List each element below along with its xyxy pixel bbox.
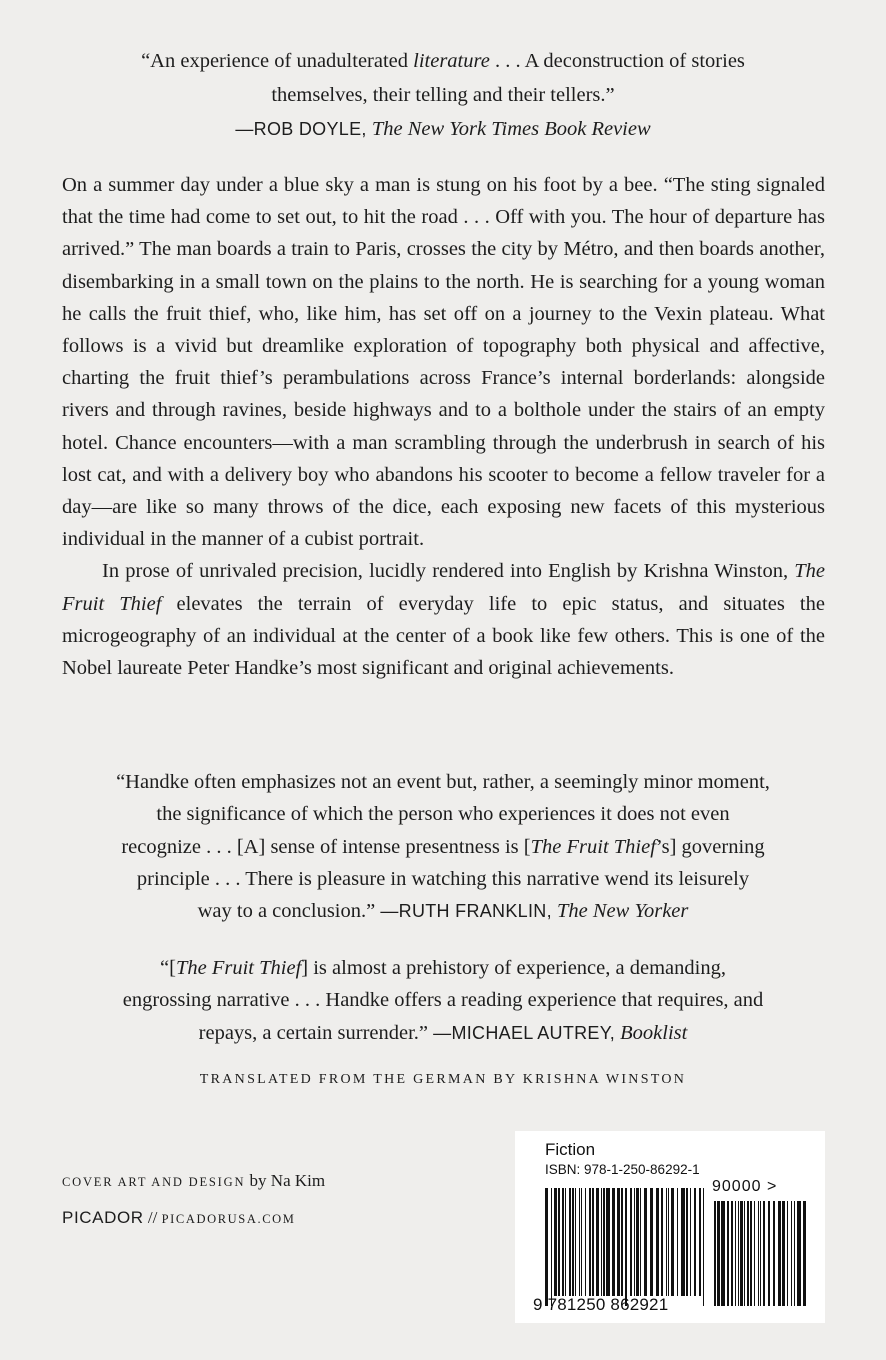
book-description <box>62 169 825 684</box>
quote-line: way to a conclusion.” —RUTH FRANKLIN, The New Yorker <box>197 900 689 923</box>
quote-line: principle . . . There is pleasure in watching this narrative wend its leisurely <box>136 867 750 890</box>
quote-line: the significance of which the person who experiences it does not even <box>156 803 730 826</box>
barcode-bar <box>694 1188 696 1296</box>
barcode-bar <box>625 1188 627 1306</box>
barcode-bar <box>768 1201 770 1306</box>
quote-line: recognize . . . [A] sense of intense presentness is [The Fruit Thief’s] governing <box>121 835 765 858</box>
barcode-bar <box>778 1201 781 1306</box>
barcode-bar <box>579 1188 580 1296</box>
publisher-url: PICADORUSA.COM <box>161 1212 296 1226</box>
top-quote-attribution <box>0 112 886 146</box>
cover-credit-label: COVER ART AND DESIGN <box>62 1175 246 1189</box>
barcode-category: Fiction <box>545 1140 596 1159</box>
barcode-bar <box>686 1188 688 1296</box>
barcode-price-code: 90000 > <box>712 1178 778 1195</box>
barcode-bar <box>589 1188 591 1296</box>
quote-line: repays, a certain surrender.” —MICHAEL AUTREY, Booklist <box>198 1021 688 1044</box>
barcode-bar <box>596 1188 599 1296</box>
barcode-bar <box>787 1201 788 1306</box>
barcode-bar <box>763 1201 765 1306</box>
barcode-bar <box>703 1188 704 1306</box>
barcode-bar <box>650 1188 653 1296</box>
barcode-bar <box>644 1188 647 1296</box>
description-paragraph-2: In prose of unrivaled precision, lucidly rendered into English by Krishna Winston, The Fruit Thief elevates the terrain of everyday life to epic status, and situates the microgeography of an individual at the center of a book like few others. This is one of the Nobel laureate Peter Handke’s most significant and original achievements. <box>62 560 825 680</box>
barcode-bar <box>569 1188 571 1296</box>
publication-name: Booklist <box>620 1021 688 1044</box>
barcode-bar <box>558 1188 560 1296</box>
barcode-bar <box>721 1201 725 1306</box>
book-title: The Fruit Thief <box>62 560 825 615</box>
barcode-bar <box>760 1201 761 1306</box>
barcode-bar <box>668 1188 669 1296</box>
reviewer-name: —RUTH FRANKLIN, <box>380 901 552 922</box>
book-title: The Fruit Thief <box>530 835 656 858</box>
top-review-quote <box>0 44 886 146</box>
barcode-bar <box>572 1188 574 1296</box>
barcode-bar <box>636 1188 639 1296</box>
barcode-bar <box>797 1201 801 1306</box>
barcode-bar <box>606 1188 610 1296</box>
barcode-bar <box>690 1188 691 1296</box>
barcode-bar <box>714 1201 716 1306</box>
barcode-bar <box>551 1188 552 1306</box>
barcode-bar <box>630 1188 632 1296</box>
cover-design-credit <box>62 1171 325 1191</box>
barcode-bar <box>621 1188 623 1296</box>
translator-credit: TRANSLATED FROM THE GERMAN BY KRISHNA WINSTON <box>199 1072 687 1087</box>
barcode-isbn: ISBN: 978-1-250-86292-1 <box>545 1162 700 1177</box>
cover-credit-name: by Na Kim <box>245 1171 326 1190</box>
review-quote-franklin <box>0 766 886 927</box>
barcode-bar <box>666 1188 667 1296</box>
barcode-bar <box>782 1201 785 1306</box>
barcode-bar <box>603 1188 605 1296</box>
barcode-bar <box>575 1188 576 1296</box>
barcode-bar <box>731 1201 733 1306</box>
barcode-bar <box>735 1201 736 1306</box>
barcode-bar <box>554 1188 557 1296</box>
top-quote-line-2: themselves, their telling and their tellers.” <box>271 84 615 106</box>
book-title: The Fruit Thief <box>175 957 302 979</box>
barcode-bar <box>634 1188 635 1296</box>
emphasis-literature: literature <box>413 50 490 72</box>
barcode-bar <box>592 1188 594 1296</box>
barcode-bar <box>656 1188 659 1296</box>
barcode-bar <box>677 1188 678 1296</box>
barcode-bar <box>727 1201 729 1306</box>
review-quote-autrey <box>0 952 886 1049</box>
barcode-bar <box>612 1188 615 1296</box>
publisher-separator: // <box>143 1208 162 1227</box>
barcode-bar <box>565 1188 566 1296</box>
publisher-line <box>62 1208 296 1228</box>
barcode-bar <box>617 1188 620 1296</box>
barcode-bar <box>585 1188 586 1296</box>
quote-line: engrossing narrative . . . Handke offers a reading experience that requires, and <box>122 989 764 1012</box>
barcode-bar <box>581 1188 582 1296</box>
barcode-bar <box>750 1201 752 1306</box>
barcode-label <box>515 1131 825 1323</box>
top-quote-line-1: “An experience of unadulterated literature . . . A deconstruction of stories <box>141 50 745 72</box>
quote-line: “[The Fruit Thief] is almost a prehistory of experience, a demanding, <box>160 957 726 979</box>
barcode-bar <box>562 1188 564 1296</box>
reviewer-name: —MICHAEL AUTREY, <box>433 1022 616 1043</box>
publisher-name: PICADOR <box>62 1208 144 1227</box>
barcode-bar <box>738 1201 739 1306</box>
barcode-bar <box>661 1188 663 1296</box>
barcode-digits: 9 781250 862921 <box>533 1295 669 1314</box>
publication-name: The New York Times Book Review <box>371 118 651 140</box>
quote-line: “Handke often emphasizes not an event but, rather, a seemingly minor moment, <box>116 771 770 793</box>
barcode-bar <box>671 1188 674 1296</box>
barcode-bar <box>744 1201 745 1306</box>
description-paragraph-1: On a summer day under a blue sky a man is stung on his foot by a bee. “The sting signaled that the time had come to set out, to hit the road . . . Off with you. The hour of departure has arrived.” The man boards a train to Paris, crosses the city by Métro, and then boards another, disembarking in a small town on the plains to the north. He is searching for a young woman he calls the fruit thief, who, like him, has set off on a journey to the Vexin plateau. What follows is a vivid but dreamlike exploration of topography both physical and affective, charting the fruit thief’s perambulations across France’s internal borderlands: alongside rivers and through ravines, beside highways and to a bolthole under the stairs of an empty hotel. Chance encounters—with a man scrambling through the underbrush in search of his lost cat, and with a delivery boy who abandons his scooter to become a fellow traveler for a day—are like so many throws of the dice, each exposing new facets of this mysterious individual in the manner of a cubist portrait. <box>62 174 825 551</box>
barcode-bar <box>794 1201 795 1306</box>
barcode-bar <box>747 1201 749 1306</box>
reviewer-name: —ROB DOYLE, <box>235 119 367 139</box>
barcode-bar <box>758 1201 759 1306</box>
barcode-bar <box>754 1201 755 1306</box>
barcode-bar <box>545 1188 548 1306</box>
publication-name: The New Yorker <box>557 900 689 923</box>
barcode-bar <box>740 1201 743 1306</box>
barcode-bar <box>803 1201 806 1306</box>
barcode-bar <box>681 1188 685 1296</box>
barcode-bar <box>601 1188 602 1296</box>
barcode-bar <box>773 1201 775 1306</box>
barcode-bar <box>717 1201 720 1306</box>
barcode-bar <box>791 1201 792 1306</box>
barcode-bar <box>699 1188 701 1296</box>
barcode-bar <box>640 1188 641 1296</box>
